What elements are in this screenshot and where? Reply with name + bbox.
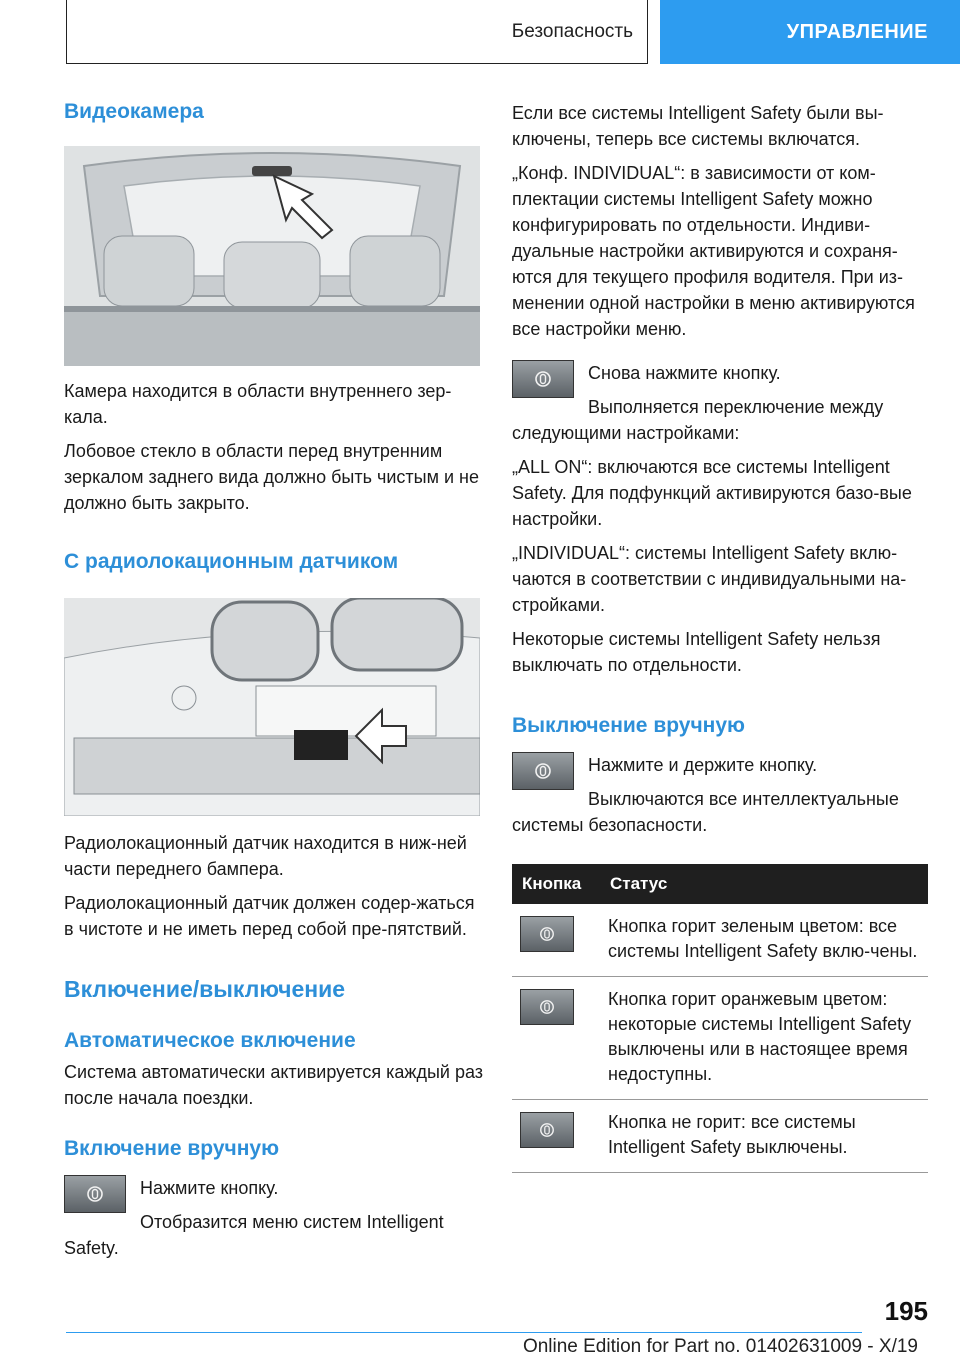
video-text-2: Лобовое стекло в области перед внутренним зеркалом заднего вида должно быть чистым и не должно быть закрыто. [64, 441, 479, 513]
status-table [512, 864, 928, 1173]
left-column [64, 100, 484, 1269]
camera-illustration [64, 146, 480, 366]
manual-off-title: Выключение вручную [512, 714, 745, 737]
manual-off-text-2: Выключаются все интеллектуальные системы безопасности. [512, 789, 899, 835]
again-text-1: Снова нажмите кнопку. [588, 363, 781, 383]
manual-on-title: Включение вручную [64, 1137, 280, 1160]
radar-text-2: Радиолокационный датчик должен содер-жаться в чистоте и не иметь перед собой пре-пятствий. [64, 893, 475, 939]
table-row [512, 977, 928, 1100]
button-orange-image [520, 989, 574, 1025]
right-text-1: Если все системы Intelligent Safety были вы-ключены, теперь все системы включатся. [512, 103, 884, 149]
footer-divider [66, 1332, 862, 1333]
auto-title: Автоматическое включение [64, 1029, 356, 1052]
manual-off-text-1: Нажмите и держите кнопку. [588, 755, 818, 775]
manual-on-text-1: Нажмите кнопку. [140, 1178, 279, 1198]
safety-button-icon [534, 762, 552, 780]
button-off-image [520, 1112, 574, 1148]
status-text: Кнопка не горит: все системы Intelligent Safety выключены. [600, 1100, 928, 1173]
video-text-1: Камера находится в области внутреннего зер-кала. [64, 381, 452, 427]
header-chapter-label: УПРАВЛЕНИЕ [786, 20, 928, 43]
radar-text-1: Радиолокационный датчик находится в ниж-ней части переднего бампера. [64, 833, 467, 879]
intelligent-safety-button-image [64, 1175, 126, 1213]
page-number: 195 [884, 1296, 928, 1326]
status-text: Кнопка горит зеленым цветом: все системы Intelligent Safety вклю-чены. [600, 904, 928, 977]
right-column [512, 100, 928, 1173]
auto-text: Система автоматически активируется каждый раз после начала поездки. [64, 1062, 484, 1108]
header-chapter[interactable] [660, 0, 960, 64]
front-bumper-drawing [64, 598, 480, 816]
status-table-header [512, 864, 928, 904]
table-row [512, 1100, 928, 1173]
right-text-5: Некоторые системы Intelligent Safety нельзя выключать по отдельности. [512, 629, 881, 675]
car-interior-drawing [64, 146, 480, 366]
video-title: Видеокамера [64, 100, 204, 123]
right-text-4: „INDIVIDUAL“: системы Intelligent Safety вклю-чаются в соответствии с индивидуальными на-стройками. [512, 543, 907, 615]
table-row [512, 904, 928, 977]
radar-title: С радиолокационным датчиком [64, 550, 399, 573]
footer-edition: Online Edition for Part no. 01402631009 - X/19 [522, 1336, 918, 1357]
header-section-label: Безопасность [511, 20, 633, 42]
onoff-title: Включение/выключение [64, 976, 346, 1002]
right-text-3: „ALL ON“: включаются все системы Intelligent Safety. Для подфункций активируются базо-вые настройки. [512, 457, 912, 529]
intelligent-safety-button-image-2 [512, 360, 574, 398]
safety-button-icon [539, 1122, 555, 1138]
header-section [66, 0, 648, 64]
safety-button-icon [539, 926, 555, 942]
again-text-2: Выполняется переключение между следующими настройками: [512, 397, 884, 443]
status-text: Кнопка горит оранжевым цветом: некоторые системы Intelligent Safety выключены или в настоящее время недоступны. [600, 977, 928, 1100]
intelligent-safety-button-image-3 [512, 752, 574, 790]
safety-button-icon [86, 1185, 104, 1203]
safety-button-icon [539, 999, 555, 1015]
radar-illustration [64, 598, 480, 816]
column-header-status: Статус [600, 864, 928, 904]
column-header-button: Кнопка [512, 864, 600, 904]
right-text-2: „Конф. INDIVIDUAL“: в зависимости от ком-плектации системы Intelligent Safety можно конфигурировать по отдельности. Индиви-дуальные настройки активируются и сохраня-ются для текущего профиля водителя. При из-менении одной настройки в меню активируются все настройки меню. [512, 163, 915, 339]
button-green-image [520, 916, 574, 952]
safety-button-icon [534, 370, 552, 388]
manual-on-text-2: Отобразится меню систем Intelligent Safety. [64, 1212, 444, 1258]
